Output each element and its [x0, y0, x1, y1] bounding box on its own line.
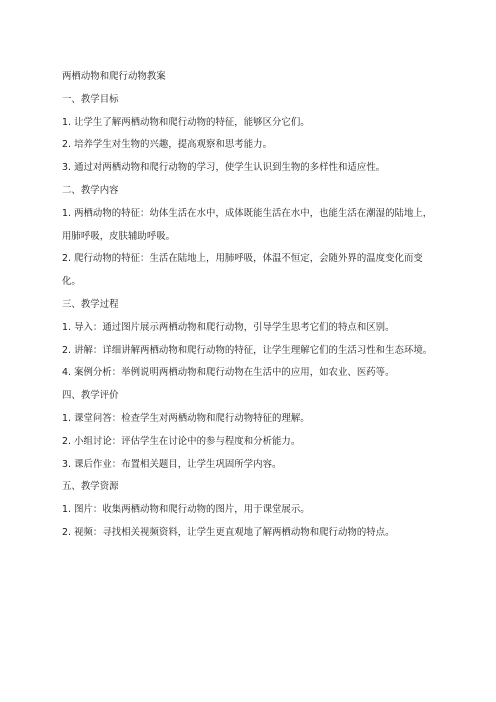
- paragraph: 1. 课堂问答：检查学生对两栖动物和爬行动物特征的理解。: [62, 412, 310, 424]
- paragraph: 2. 小组讨论：评估学生在讨论中的参与程度和分析能力。: [62, 435, 301, 447]
- document-body: [62, 66, 436, 545]
- document-title: 两栖动物和爬行动物教案: [62, 71, 166, 82]
- paragraph: 1. 导入：通过图片展示两栖动物和爬行动物，引导学生思考它们的特点和区别。: [62, 321, 395, 333]
- paragraph: 4. 案例分析：举例说明两栖动物和爬行动物在生活中的应用，如农业、医药等。: [62, 367, 395, 379]
- section-heading-objectives: 一、教学目标: [62, 93, 119, 105]
- section-heading-process: 三、教学过程: [62, 298, 119, 310]
- paragraph: 1. 图片：收集两栖动物和爬行动物的图片，用于课堂展示。: [62, 504, 310, 516]
- paragraph: 3. 通过对两栖动物和爬行动物的学习，使学生认识到生物的多样性和适应性。: [62, 162, 386, 174]
- paragraph: 2. 视频：寻找相关视频资料，让学生更直观地了解两栖动物和爬行动物的特点。: [62, 526, 395, 538]
- section-heading-content: 二、教学内容: [62, 184, 119, 196]
- paragraph: 1. 两栖动物的特征：幼体生活在水中，成体既能生活在水中，也能生活在潮湿的陆地上，用肺呼吸，皮肤辅助呼吸。: [62, 207, 433, 242]
- paragraph: 2. 讲解：详细讲解两栖动物和爬行动物的特征，让学生理解它们的生活习性和生态环境。: [62, 344, 433, 356]
- paragraph: 1. 让学生了解两栖动物和爬行动物的特征，能够区分它们。: [62, 116, 310, 128]
- section-heading-resources: 五、教学资源: [62, 481, 119, 493]
- section-heading-evaluation: 四、教学评价: [62, 390, 119, 402]
- paragraph: 2. 爬行动物的特征：生活在陆地上，用肺呼吸，体温不恒定，会随外界的温度变化而变化。: [62, 253, 423, 288]
- paragraph: 3. 课后作业：布置相关题目，让学生巩固所学内容。: [62, 458, 282, 470]
- paragraph: 2. 培养学生对生物的兴趣，提高观察和思考能力。: [62, 139, 273, 151]
